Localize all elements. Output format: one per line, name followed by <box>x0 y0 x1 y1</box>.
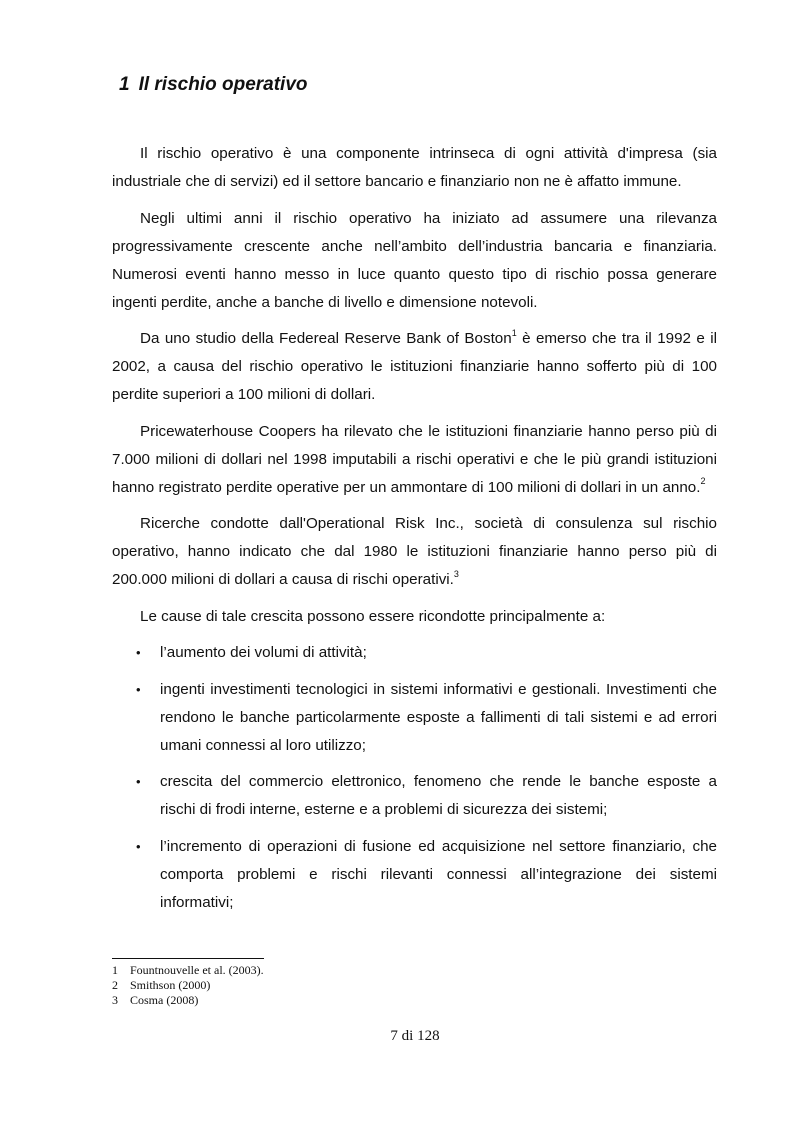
footnote-ref-3: 3 <box>453 568 459 579</box>
footnote-ref-2: 2 <box>700 476 706 487</box>
bullet-icon: • <box>136 774 141 789</box>
paragraph-3: Da uno studio della Federeal Reserve Bank of Boston$^1$ è emerso che tra il 1992 e il 2002, a causa del rischio operativo le istituzioni finanziarie hanno sofferto più di 100 perdite superiori a 100 milioni di dollari. <box>112 327 717 403</box>
bullet-icon: • <box>136 838 141 854</box>
paragraph-4: Pricewaterhouse Coopers ha rilevato che le istituzioni finanziarie hanno perso più di 7.000 milioni di dollari nel 1998 imputabili a rischi operativi e che le più grandi istituzioni hanno registrato perdite operative per un ammontare di 100 milioni di dollari in un anno.$^2$ <box>112 422 717 496</box>
footnote-3: 3 Cosma (2008) <box>112 993 199 1007</box>
page-number: 7 di 128 <box>390 1028 440 1044</box>
footnote-1: 1 Fountnouvelle et al. (2003). <box>112 963 264 977</box>
footnotes <box>112 963 264 1008</box>
list-item: • ingenti investimenti tecnologici in sistemi informativi e gestionali. Investimenti che rendono le banche particolarmente esposte a fallimenti di tali sistemi e ad errori umani connessi al loro utilizzo; <box>112 676 717 760</box>
paragraph-5: Ricerche condotte dall'Operational Risk Inc., società di consulenza sul rischio operativo, hanno indicato che dal 1980 le istituzioni finanziarie hanno perso più di 200.000 milioni di dollari a causa di rischi operativi.$^3$ <box>112 515 717 588</box>
causes-list <box>112 639 717 917</box>
footnote-separator <box>112 958 264 959</box>
chapter-title <box>119 74 308 96</box>
list-item: • l’aumento dei volumi di attività; <box>112 639 717 667</box>
footnote-2: 2 Smithson (2000) <box>112 978 211 992</box>
paragraph-2: Negli ultimi anni il rischio operativo ha iniziato ad assumere una rilevanza progressivamente crescente anche nell’ambito dell’industria bancaria e finanziaria. Numerosi eventi hanno messo in luce quanto questo tipo di rischio possa generare ingenti perdite, anche a banche di livello e dimensione notevoli. <box>112 209 717 311</box>
chapter-title-text: Il rischio operativo <box>138 74 308 95</box>
footnote-ref-1: 1 <box>511 327 517 338</box>
list-item: • crescita del commercio elettronico, fenomeno che rende le banche esposte a rischi di frodi interne, esterne e a problemi di sicurezza dei sistemi; <box>112 768 717 824</box>
paragraph-6: Le cause di tale crescita possono essere ricondotte principalmente a: <box>140 607 606 625</box>
chapter-number: 1 <box>119 74 130 95</box>
list-item: • l’incremento di operazioni di fusione ed acquisizione nel settore finanziario, che comporta problemi e rischi rilevanti connessi all’integrazione dei sistemi informativi; <box>112 833 717 917</box>
paragraph-1: Il rischio operativo è una componente intrinseca di ogni attività d'impresa (sia industriale che di servizi) ed il settore bancario e finanziario non ne è affatto immune. <box>112 145 717 190</box>
bullet-icon: • <box>136 681 141 697</box>
bullet-icon: • <box>136 645 141 660</box>
body-text <box>112 140 717 925</box>
